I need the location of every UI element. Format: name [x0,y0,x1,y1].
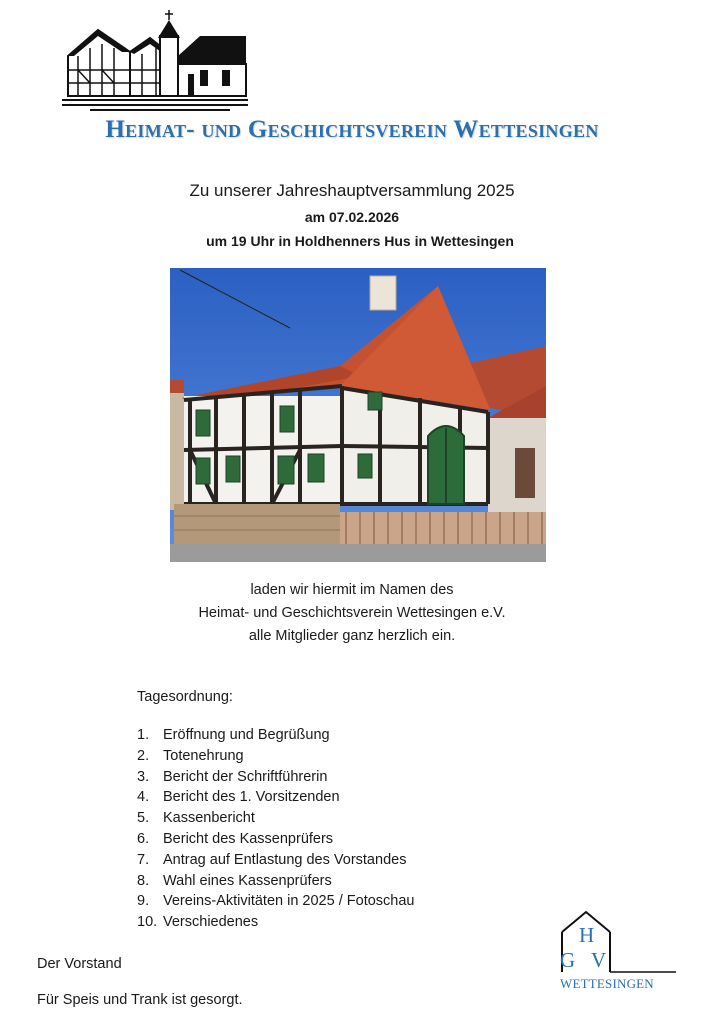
meeting-heading: Zu unserer Jahreshauptversammlung 2025 [189,181,515,200]
agenda-item: 5. Kassenbericht [137,810,255,827]
agenda-item: 6. Bericht des Kassenprüfers [137,830,334,847]
agenda-item: 3. Bericht der Schriftführerin [137,768,328,785]
logo-caption: WETTESINGEN [560,976,654,991]
logo-letter-h: H [579,923,595,947]
logo-letter-g: G [560,948,576,972]
village-logo-drawing [60,8,250,116]
agenda-title: Tagesordnung: [137,689,233,705]
logo-letter-v: V [591,948,607,972]
agenda-item: 7. Antrag auf Entlastung des Vorstandes [137,851,407,868]
agenda-item: 10. Verschiedenes [137,914,259,931]
agenda-item: 9. Vereins-Aktivitäten in 2025 / Fotoschau [137,893,415,910]
agenda-item: 8. Wahl eines Kassenprüfers [137,872,332,889]
agenda-list [137,727,414,935]
organization-title: Heimat- und Geschichtsverein Wettesingen [105,116,599,143]
meeting-date: am 07.02.2026 [304,209,400,225]
agenda-item: 1. Eröffnung und Begrüßung [137,727,330,743]
invitation-line-3: alle Mitglieder ganz herzlich ein. [248,628,456,644]
house-photo [170,268,546,562]
meeting-time-location: um 19 Uhr in Holdhenners Hus in Wettesingen [206,233,514,249]
agenda-item: 2. Totenehrung [137,747,244,764]
agenda-item: 4. Bericht des 1. Vorsitzenden [137,789,340,806]
hgv-logo [556,910,678,994]
signoff: Der Vorstand [37,956,122,972]
food-note: Für Speis und Trank ist gesorgt. [37,992,243,1008]
invitation-line-1: laden wir hiermit im Namen des [250,582,454,598]
invitation-line-2: Heimat- und Geschichtsverein Wettesingen e.V. [198,605,506,621]
